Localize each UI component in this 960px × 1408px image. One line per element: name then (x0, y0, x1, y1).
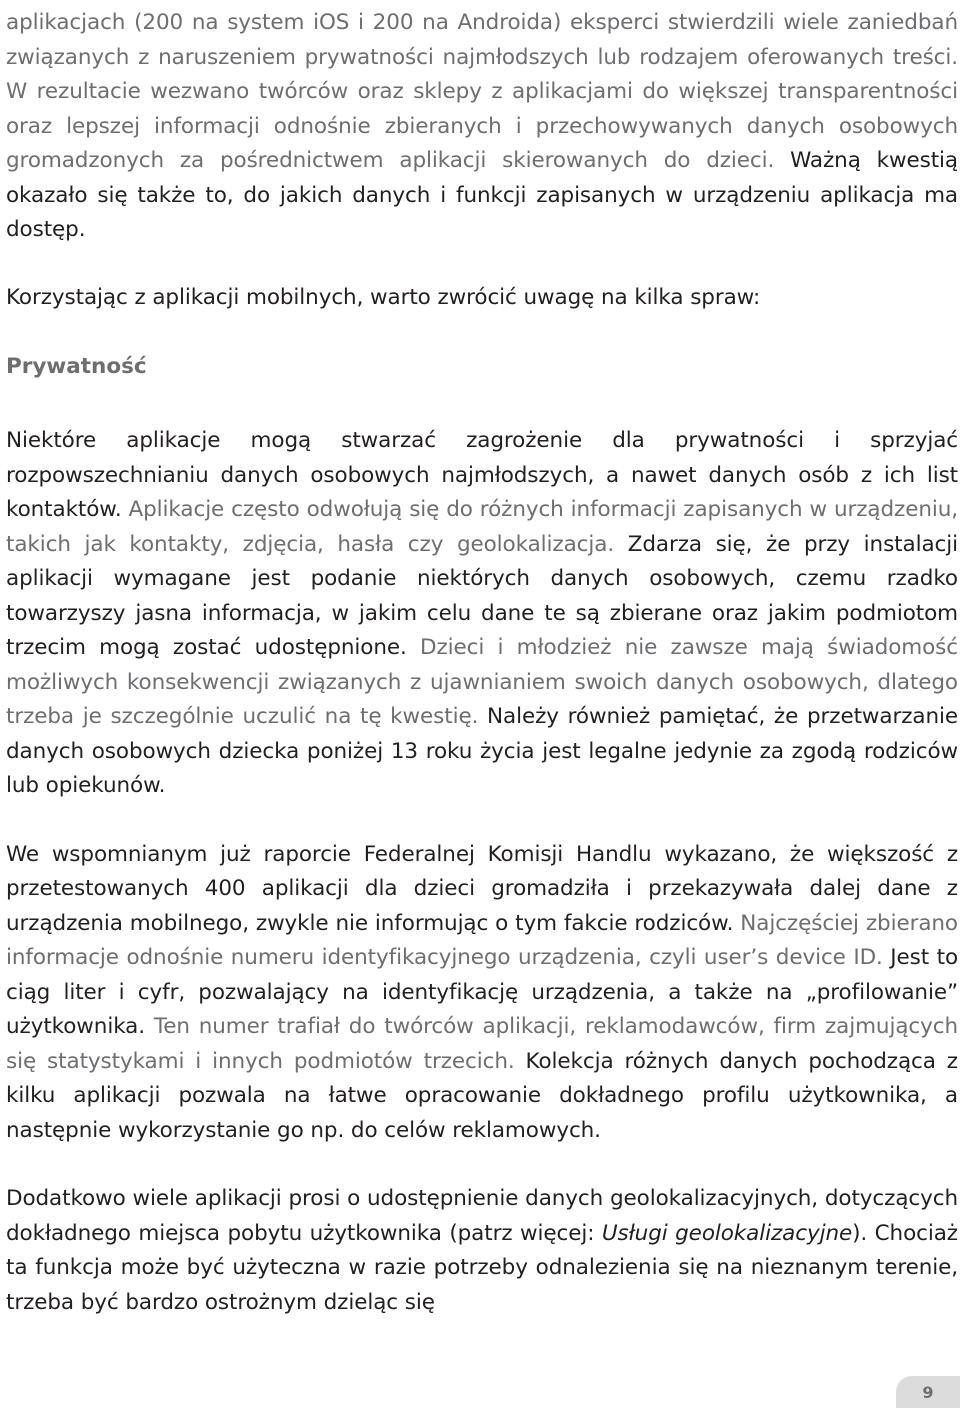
document-page (6, 6, 958, 1320)
ftc-sentence-2: Najczęściej zbierano informacje odnośnie numeru identyfikacyjnego urządzenia, czyli user’s device ID. (6, 910, 958, 970)
geolocation-reference-link[interactable]: Usługi geolokalizacyjne (601, 1220, 853, 1246)
geo-text-after: ). Chociaż ta funkcja może być użyteczna w razie potrzeby odnalezienia się na nieznanym terenie, trzeba być bardzo ostrożnym dzieląc się (6, 1220, 958, 1315)
privacy-sentence-5: Należy również pamiętać, że przetwarzanie danych osobowych dziecka poniżej 13 roku życia jest legalne jedynie za zgodą rodziców lub opiekunów. (6, 704, 958, 798)
page-number: 9 (922, 1382, 934, 1402)
privacy-paragraph (6, 424, 958, 804)
privacy-sentence-1: Niektóre aplikacje mogą stwarzać zagrożenie dla prywatności i sprzyjać rozpowszechnianiu danych osobowych najmłodszych, a nawet danych osób z ich list kontaktów. (6, 428, 958, 522)
ftc-sentence-1: We wspomnianym już raporcie Federalnej Komisji Handlu wykazano, że większość z przetestowanych 400 aplikacji dla dzieci gromadziła i przekazywała dalej dane z urządzenia mobilnego, zwykle nie informując o tym fakcie rodziców. (6, 841, 958, 936)
privacy-sentence-3: Zdarza się, że przy instalacji aplikacji wymagane jest podanie niektórych danych osobowych, czemu rzadko towarzyszy jasna informacja, w jakim celu dane te są zbierane oraz jakim podmiotom trzecim mogą zostać udostępnione. (6, 531, 958, 660)
ftc-sentence-4: Ten numer trafiał do twórców aplikacji, reklamodawców, firm zajmujących się statystykami i innych podmiotów trzecich. (6, 1014, 958, 1074)
ftc-paragraph (6, 838, 958, 1149)
intro-text-dark: Ważną kwestią okazało się także to, do jakich danych i funkcji zapisanych w urządzeniu aplikacja ma dostęp. (6, 148, 958, 242)
privacy-sentence-4: Dzieci i młodzież nie zawsze mają świadomość możliwych konsekwencji związanych z ujawnianiem swoich danych osobowych, dlatego trzeba je szczególnie uczulić na tę kwestię. (6, 635, 958, 729)
geolocation-paragraph (6, 1182, 958, 1320)
section-heading-privacy: Prywatność (6, 354, 147, 379)
privacy-sentence-2: Aplikacje często odwołują się do różnych informacji zapisanych w urządzeniu, takich jak kontakty, zdjęcia, hasła czy geolokalizacja. (6, 497, 958, 557)
intro-text-gray: aplikacjach (200 na system iOS i 200 na Androida) eksperci stwierdzili wiele zaniedbań związanych z naruszeniem prywatności najmłodszych lub rodzajem oferowanych treści. W rezultacie wezwano twórców oraz sklepy z aplikacjami do większej transparentności oraz lepszej informacji odnośnie zbieranych i przechowywanych danych osobowych gromadzonych za pośrednictwem aplikacji skierowanych do dzieci. (6, 10, 958, 173)
geo-text-before: Dodatkowo wiele aplikacji prosi o udostępnienie danych geolokalizacyjnych, dotyczących dokładnego miejsca pobytu użytkownika (patrz więcej: (6, 1186, 958, 1246)
ftc-sentence-3: Jest to ciąg liter i cyfr, pozwalający na identyfikację urządzenia, a także na „profilowanie” użytkownika. (6, 945, 958, 1039)
intro-paragraph (6, 6, 958, 248)
lead-paragraph: Korzystając z aplikacji mobilnych, warto zwrócić uwagę na kilka spraw: (6, 284, 761, 310)
page-number-badge (896, 1376, 960, 1408)
ftc-sentence-5: Kolekcja różnych danych pochodząca z kilku aplikacji pozwala na łatwe opracowanie dokładnego profilu użytkownika, a następnie wykorzystanie go np. do celów reklamowych. (6, 1048, 958, 1143)
